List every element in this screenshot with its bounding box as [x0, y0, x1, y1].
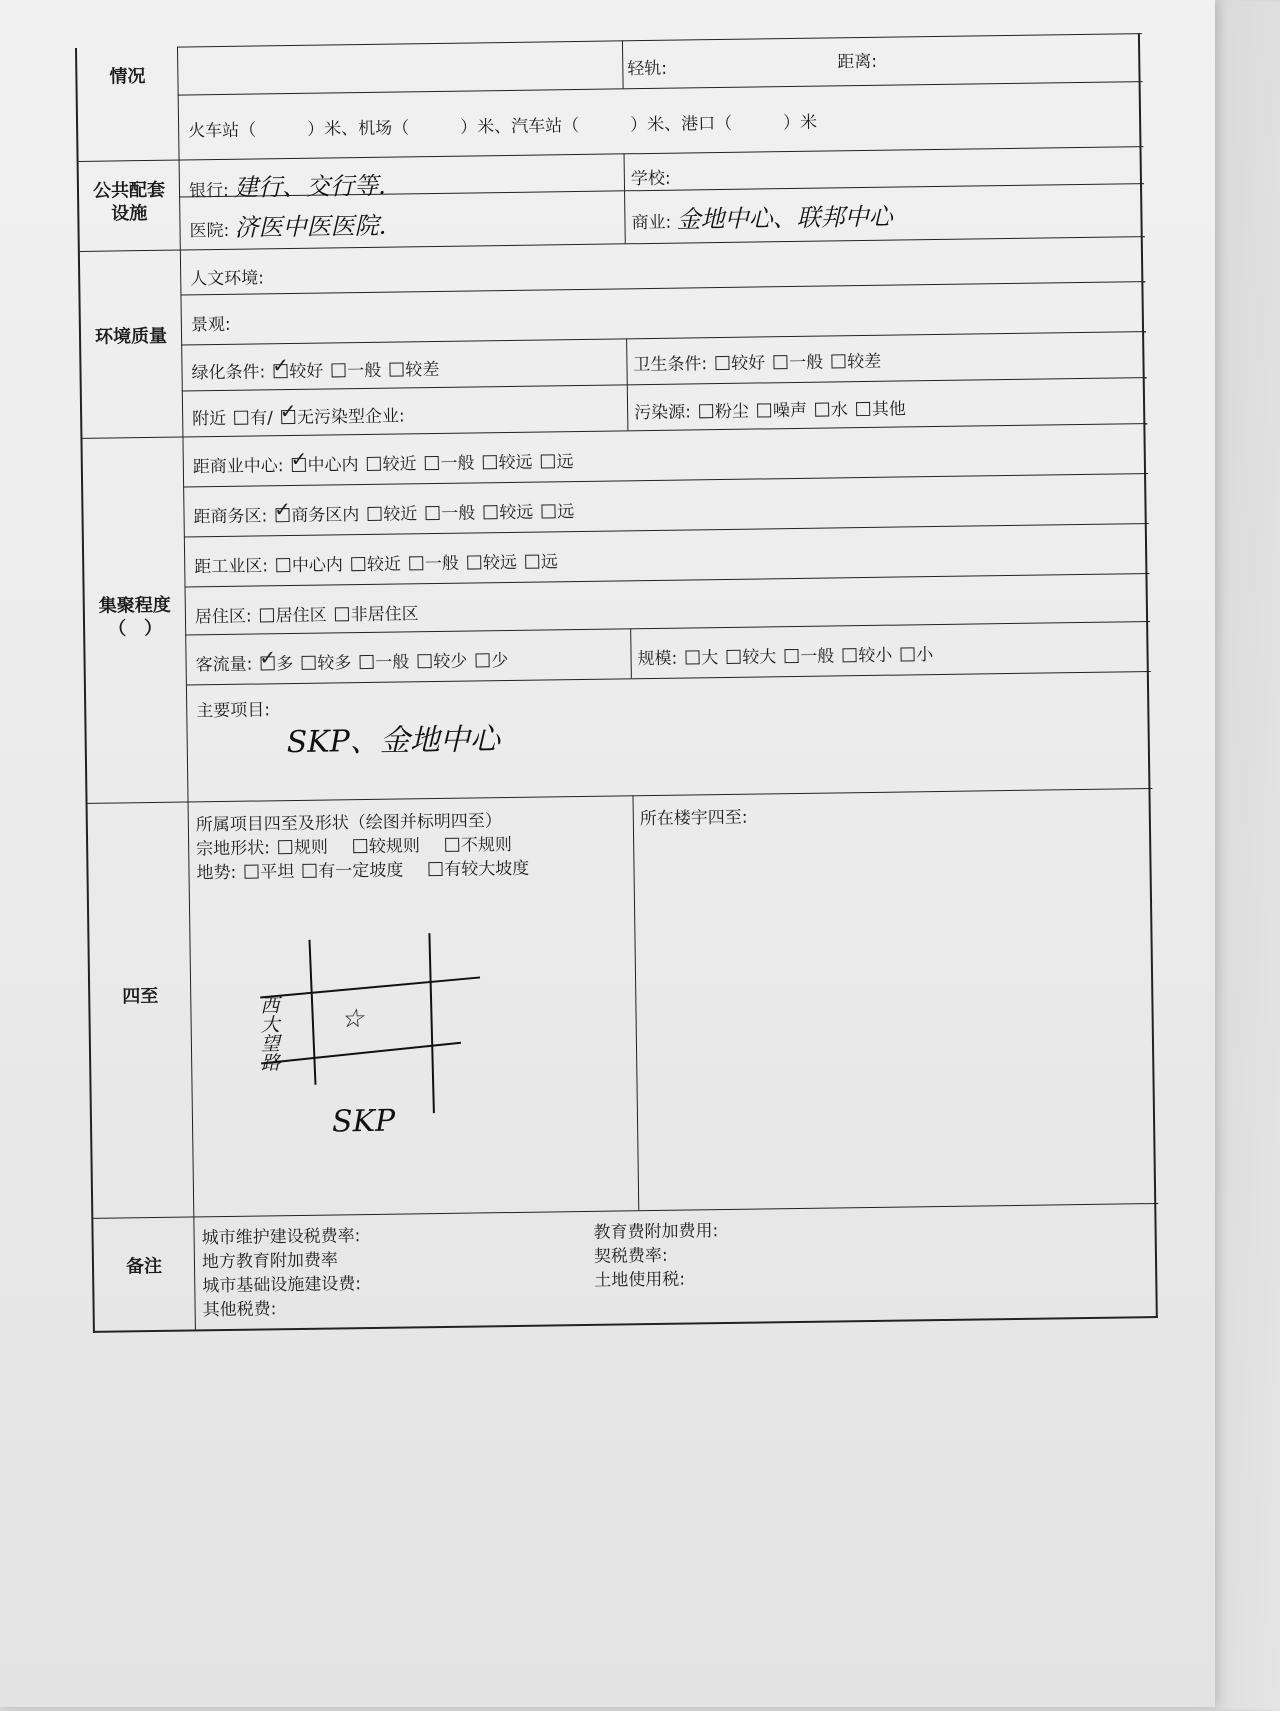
section-boundaries: 四至 [122, 986, 159, 1008]
scale-option: 较大 [742, 647, 777, 668]
local-education-surcharge: 地方教育附加费率 [201, 1250, 339, 1273]
parcel-checkbox[interactable] [445, 838, 459, 852]
pollution-label: 污染源: [634, 402, 692, 424]
commerce-center-option: 较远 [498, 452, 533, 474]
terrain-option: 有一定坡度 [318, 860, 404, 882]
commerce-center-option: 中心内 [307, 455, 359, 476]
nearby-checkbox-yes[interactable] [234, 411, 248, 425]
residential-option: 居住区 [275, 605, 327, 627]
traffic-checkbox[interactable] [417, 654, 431, 668]
nearby-label: 附近 [192, 408, 227, 430]
hygiene-option: 较差 [847, 351, 882, 373]
industrial-checkbox[interactable] [276, 558, 290, 572]
education-surcharge: 教育费附加费用: [593, 1221, 719, 1243]
industrial-option: 较远 [482, 552, 518, 574]
nearby-option: 无污染型企业: [296, 406, 405, 428]
hospital-value: 济医中医医院. [234, 211, 387, 242]
scale-option: 大 [701, 648, 719, 669]
scale-checkbox[interactable] [842, 648, 856, 662]
pollution-checkbox[interactable] [815, 403, 829, 417]
nearby-option: 有/ [250, 408, 274, 429]
business-district-label: 距商务区: [193, 506, 268, 528]
terrain-checkbox[interactable] [302, 864, 316, 878]
bank-field [189, 166, 386, 204]
hygiene-checkbox[interactable] [715, 356, 729, 370]
landscape-label: 景观: [190, 314, 231, 336]
terrain-option: 有较大坡度 [444, 858, 530, 880]
land-use-tax: 土地使用税: [594, 1269, 686, 1291]
hygiene-checkbox[interactable] [773, 355, 787, 369]
residential-checkbox[interactable] [335, 607, 349, 621]
residential-field [195, 599, 419, 627]
remarks-left [201, 1224, 361, 1322]
scale-checkbox[interactable] [685, 650, 699, 664]
terrain-option: 平坦 [260, 862, 295, 883]
scale-checkbox[interactable] [900, 647, 914, 661]
section-environment: 环境质量 [94, 326, 168, 349]
other-taxes: 其他税费: [202, 1299, 277, 1321]
scale-checkbox[interactable] [726, 650, 740, 664]
commerce-center-option: 远 [556, 452, 574, 473]
bank-label: 银行: [188, 180, 229, 202]
pollution-checkbox[interactable] [757, 403, 771, 417]
pollution-option: 粉尘 [714, 401, 750, 423]
greening-option: 较差 [405, 359, 440, 381]
terrain-label: 地势: [196, 862, 237, 884]
distance-label: 距离: [837, 51, 878, 73]
industrial-option: 一般 [424, 553, 460, 575]
industrial-option: 较近 [366, 554, 402, 575]
industrial-option: 中心内 [291, 555, 344, 577]
traffic-option: 多 [276, 654, 294, 675]
commerce-center-checkbox[interactable] [482, 455, 496, 469]
scale-checkbox[interactable] [784, 649, 798, 663]
business-district-checkbox[interactable] [425, 506, 439, 520]
light-rail-label: 轻轨: [627, 58, 668, 80]
commerce-value: 金地中心、联邦中心 [676, 202, 893, 234]
hospital-field [189, 206, 386, 244]
traffic-checkbox[interactable] [301, 656, 315, 670]
business-district-field [193, 497, 574, 527]
business-district-checkbox[interactable] [483, 505, 497, 519]
pollution-option: 水 [830, 400, 849, 421]
greening-option: 一般 [347, 360, 382, 382]
terrain-checkbox[interactable] [244, 865, 258, 879]
residential-option: 非居住区 [350, 604, 419, 626]
hygiene-field [633, 347, 881, 375]
scale-option: 一般 [800, 646, 835, 667]
terrain-field [196, 854, 529, 884]
business-district-option: 较远 [499, 502, 534, 524]
deed-tax-rate: 契税费率: [593, 1245, 668, 1267]
greening-label: 绿化条件: [191, 362, 266, 384]
traffic-option: 少 [491, 651, 509, 672]
traffic-label: 客流量: [195, 654, 253, 676]
parcel-checkbox[interactable] [353, 839, 367, 853]
section-location: 情况 [109, 66, 146, 88]
parcel-option: 不规则 [460, 834, 513, 856]
pollution-option: 其他 [871, 399, 907, 420]
industrial-label: 距工业区: [194, 556, 269, 578]
main-items-label: 主要项目: [196, 700, 271, 722]
traffic-option: 较多 [317, 653, 352, 674]
industrial-field [194, 547, 558, 577]
scale-option: 小 [916, 645, 934, 666]
residential-checkbox[interactable] [260, 608, 274, 622]
commerce-center-checkbox[interactable] [291, 458, 305, 472]
commerce-center-checkbox[interactable] [540, 454, 554, 468]
industrial-checkbox[interactable] [409, 556, 423, 570]
business-district-option: 一般 [441, 503, 476, 524]
main-items-value: SKP、金地中心 [286, 722, 501, 761]
terrain-checkbox[interactable] [428, 862, 442, 876]
industrial-option: 远 [540, 552, 559, 573]
hospital-label: 医院: [189, 220, 230, 242]
business-district-checkbox[interactable] [541, 504, 555, 518]
greening-checkbox-good[interactable] [273, 364, 287, 378]
commerce-center-field [193, 447, 574, 477]
traffic-checkbox[interactable] [359, 655, 373, 669]
hygiene-checkbox[interactable] [831, 354, 845, 368]
school-label: 学校: [630, 168, 671, 190]
traffic-checkbox[interactable] [260, 656, 274, 670]
parcel-option: 较规则 [368, 836, 421, 857]
industrial-checkbox[interactable] [351, 557, 365, 571]
nearby-checkbox-no[interactable] [281, 410, 295, 424]
section-clustering: 集聚程度 （ ） [98, 594, 171, 640]
commerce-center-checkbox[interactable] [424, 456, 438, 470]
hygiene-label: 卫生条件: [633, 354, 708, 376]
commerce-center-checkbox[interactable] [366, 457, 380, 471]
pollution-option: 噪声 [772, 400, 808, 422]
urban-maintenance-tax: 城市维护建设税费率: [201, 1226, 361, 1249]
greening-field [191, 355, 439, 383]
business-district-option: 商务区内 [291, 505, 360, 527]
parcel-checkbox[interactable] [278, 840, 292, 854]
traffic-option: 较少 [433, 651, 468, 673]
sketch-west-label: 西大望路 [257, 995, 281, 1072]
building-boundary-title: 所在楼宇四至: [639, 807, 748, 830]
star-icon: ☆ [340, 1004, 365, 1035]
hygiene-option: 较好 [731, 353, 766, 374]
section-public-facilities: 公共配套 设施 [92, 179, 166, 225]
business-district-checkbox[interactable] [275, 508, 289, 522]
pollution-field [634, 394, 906, 423]
residential-label: 居住区: [194, 606, 252, 628]
section-remarks: 备注 [125, 1256, 163, 1278]
infrastructure-fee: 城市基础设施建设费: [202, 1274, 362, 1297]
remarks-right [593, 1219, 719, 1293]
commerce-center-option: 较近 [382, 454, 417, 475]
commerce-center-label: 距商业中心: [192, 456, 284, 478]
business-district-option: 较近 [383, 504, 418, 525]
hygiene-option: 一般 [789, 352, 824, 374]
survey-form [75, 33, 1158, 1333]
pollution-checkbox[interactable] [856, 402, 870, 416]
scale-field [637, 640, 933, 669]
greening-checkbox-poor[interactable] [389, 362, 403, 376]
transport-distances: 火车站（ ）米、机场（ ）米、汽车站（ ）米、港口（ ）米 [188, 112, 818, 142]
greening-option: 较好 [289, 361, 324, 383]
business-district-option: 远 [557, 502, 575, 523]
project-boundary-title: 所属项目四至及形状（绘图并标明四至） [195, 811, 502, 836]
industrial-checkbox[interactable] [467, 555, 481, 569]
nearby-field [192, 401, 405, 429]
commerce-center-option: 一般 [440, 453, 475, 474]
culture-label: 人文环境: [190, 268, 265, 290]
industrial-checkbox[interactable] [525, 555, 539, 569]
commerce-label: 商业: [631, 212, 672, 234]
business-district-checkbox[interactable] [367, 507, 381, 521]
traffic-field [195, 646, 508, 675]
pollution-checkbox[interactable] [699, 404, 713, 418]
greening-checkbox-avg[interactable] [331, 363, 345, 377]
sketch-south-label: SKP [331, 1103, 396, 1140]
traffic-checkbox[interactable] [475, 653, 489, 667]
traffic-option: 一般 [375, 652, 410, 673]
parcel-shape-label: 宗地形状: [196, 838, 271, 860]
scale-label: 规模: [637, 648, 678, 670]
bank-value: 建行、交行等. [233, 171, 386, 202]
scale-option: 较小 [858, 645, 893, 667]
commerce-field [631, 197, 893, 236]
parcel-option: 规则 [293, 837, 329, 859]
